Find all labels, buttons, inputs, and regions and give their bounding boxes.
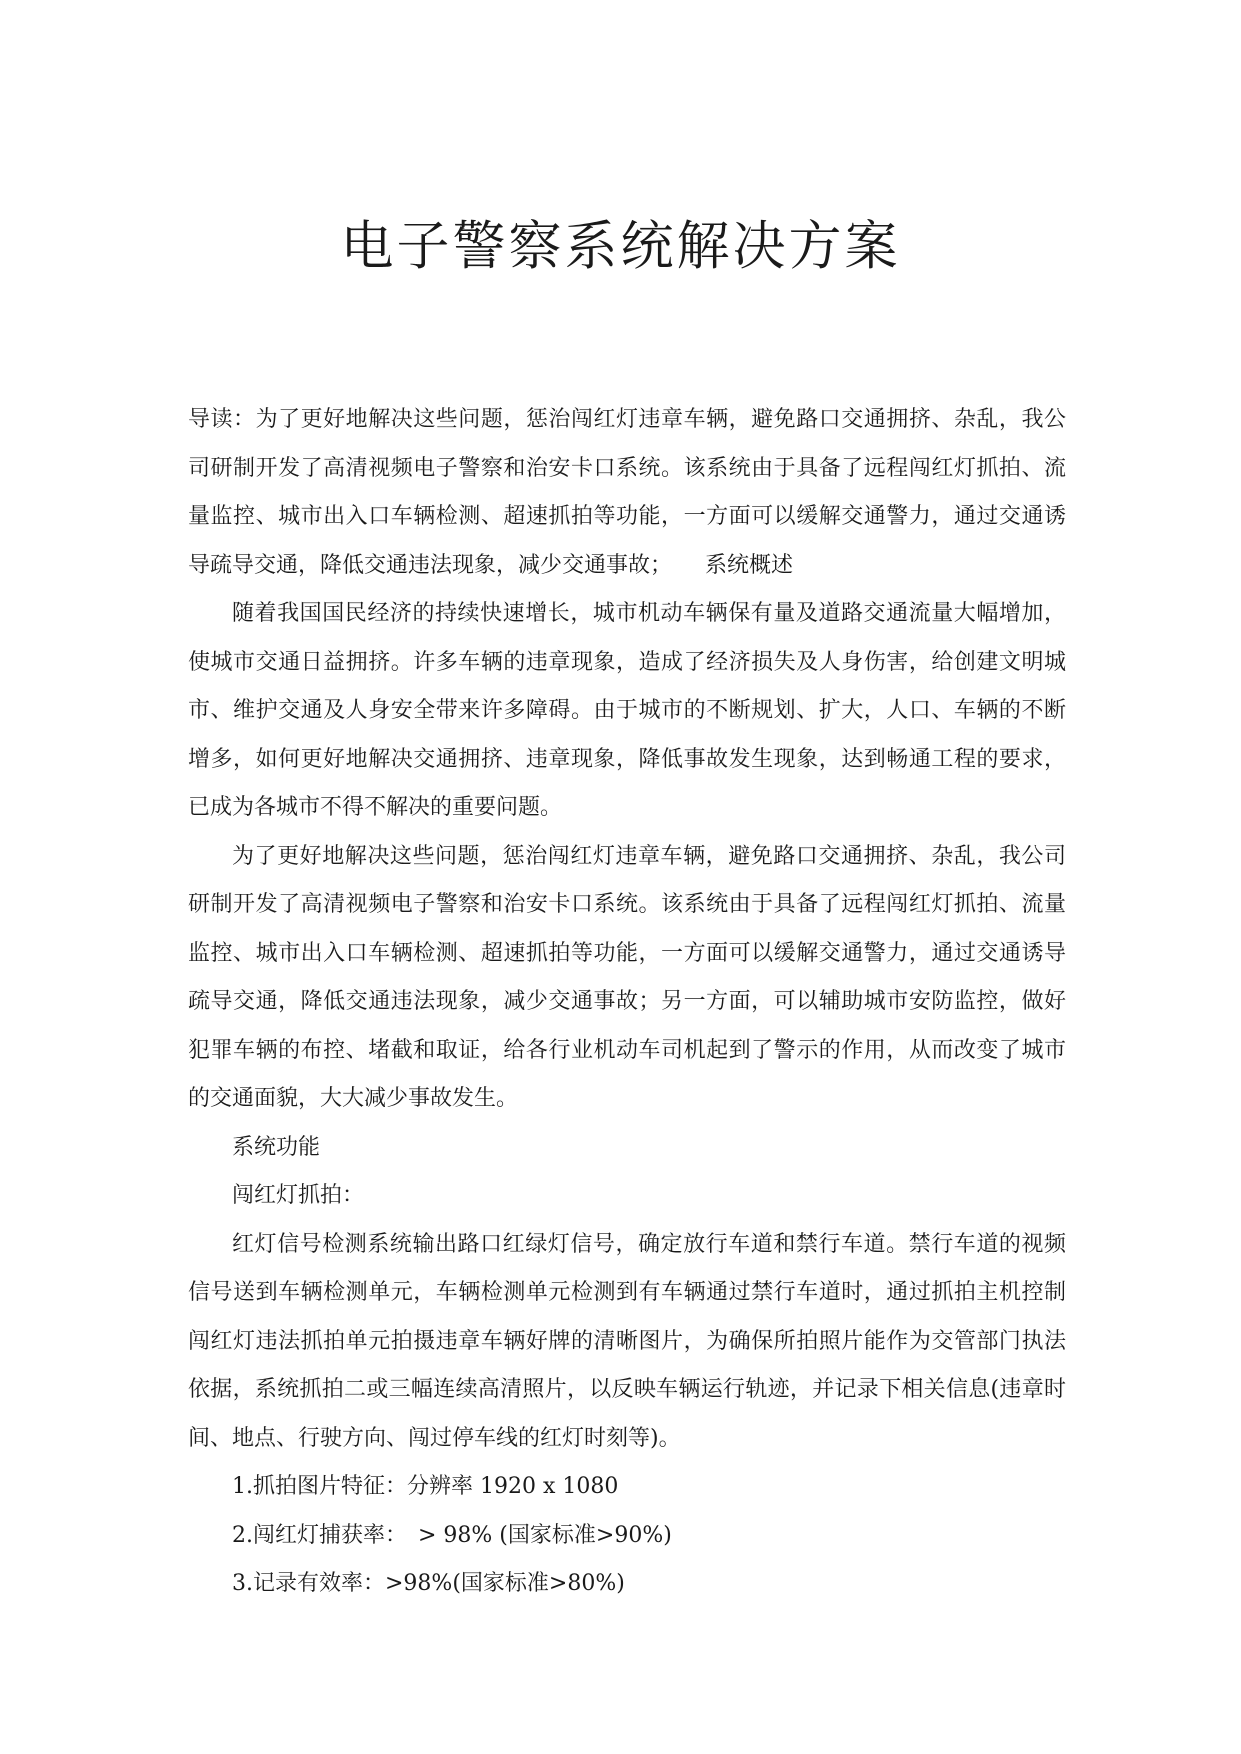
section-heading-functions: 系统功能 <box>232 1134 321 1160</box>
document-body <box>188 396 1066 1609</box>
document-title: 电子警察系统解决方案 <box>340 216 901 277</box>
spec-list-item: 2.闯红灯捕获率： > 98% (国家标准>90%) <box>232 1522 672 1548</box>
spec-list-item: 3.记录有效率：>98%(国家标准>80%) <box>232 1571 625 1596</box>
red-light-detection-paragraph: 红灯信号检测系统输出路口红绿灯信号，确定放行车道和禁行车道。禁行车道的视频信号送到车辆检测单元，车辆检测单元检测到有车辆通过禁行车道时，通过抓拍主机控制闯红灯违法抓拍单元拍摄违章车辆好牌的清晰图片，为确保所拍照片能作为交管部门执法依据，系统抓拍二或三幅连续高清照片，以反映车辆运行轨迹，并记录下相关信息(违章时间、地点、行驶方向、闯过停车线的红灯时刻等)。 <box>188 1231 1066 1451</box>
solution-paragraph: 为了更好地解决这些问题，惩治闯红灯违章车辆，避免路口交通拥挤、杂乱，我公司研制开发了高清视频电子警察和治安卡口系统。该系统由于具备了远程闯红灯抓拍、流量监控、城市出入口车辆检测、超速抓拍等功能，一方面可以缓解交通警力，通过交通诱导疏导交通，降低交通违法现象，减少交通事故；另一方面，可以辅助城市安防监控，做好犯罪车辆的布控、堵截和取证，给各行业机动车司机起到了警示的作用，从而改变了城市的交通面貌，大大减少事故发生。 <box>188 843 1066 1111</box>
intro-paragraph: 导读：为了更好地解决这些问题，惩治闯红灯违章车辆，避免路口交通拥挤、杂乱，我公司研制开发了高清视频电子警察和治安卡口系统。该系统由于具备了远程闯红灯抓拍、流量监控、城市出入口车辆检测、超速抓拍等功能，一方面可以缓解交通警力，通过交通诱导疏导交通，降低交通违法现象，减少交通事故； 系统概述 <box>188 407 1066 578</box>
spec-list-item: 1.抓拍图片特征：分辨率 1920 x 1080 <box>232 1474 619 1499</box>
subheading-red-light-capture: 闯红灯抓拍： <box>232 1183 365 1208</box>
background-paragraph: 随着我国国民经济的持续快速增长，城市机动车辆保有量及道路交通流量大幅增加，使城市交通日益拥挤。许多车辆的违章现象，造成了经济损失及人身伤害，给创建文明城市、维护交通及人身安全带来许多障碍。由于城市的不断规划、扩大，人口、车辆的不断增多，如何更好地解决交通拥挤、违章现象，降低事故发生现象，达到畅通工程的要求，已成为各城市不得不解决的重要问题。 <box>188 601 1066 820</box>
